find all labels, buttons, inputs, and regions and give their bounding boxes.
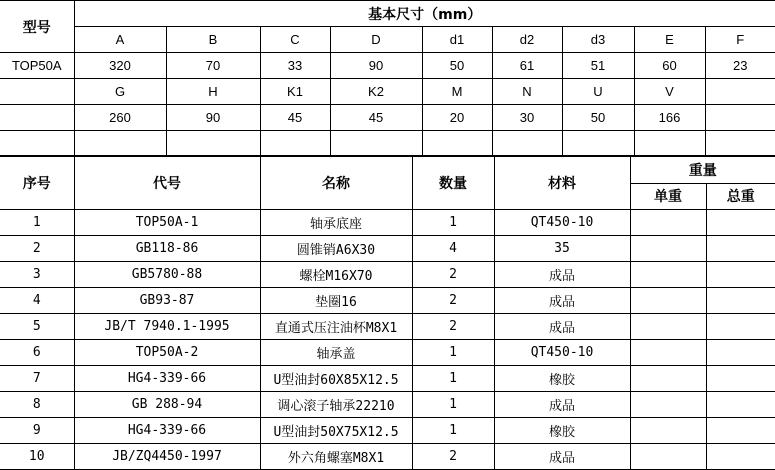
dim-value: 60: [634, 53, 705, 79]
dimension-title: 基本尺寸（mm）: [74, 1, 775, 27]
table-row: [0, 314, 775, 340]
row-seq: 3: [0, 262, 74, 288]
row-code: JB/T 7940.1-1995: [74, 314, 260, 340]
row-code: TOP50A-1: [74, 210, 260, 236]
dim-value: 20: [422, 105, 492, 131]
row-qty: 1: [412, 392, 494, 418]
row-unit-weight: [630, 340, 706, 366]
bom-table: [0, 155, 775, 470]
empty-cell: [166, 131, 260, 157]
row-code: GB93-87: [74, 288, 260, 314]
row-unit-weight: [630, 210, 706, 236]
dim-value: 90: [166, 105, 260, 131]
dim-label: M: [422, 79, 492, 105]
dim-value: 33: [260, 53, 330, 79]
empty-cell: [562, 131, 634, 157]
dim-value: 30: [492, 105, 562, 131]
model-value: TOP50A: [0, 53, 74, 79]
dim-label: A: [74, 27, 166, 53]
row-seq: 5: [0, 314, 74, 340]
row-name: U型油封60X85X12.5: [260, 366, 412, 392]
dim-label: D: [330, 27, 422, 53]
code-header: 代号: [74, 156, 260, 210]
table-row: [0, 340, 775, 366]
table-row: [0, 418, 775, 444]
row-material: 35: [494, 236, 630, 262]
dim-label: d1: [422, 27, 492, 53]
empty-cell: [705, 105, 775, 131]
row-total-weight: [706, 366, 775, 392]
table-row: [0, 262, 775, 288]
row-total-weight: [706, 262, 775, 288]
row-material: 成品: [494, 314, 630, 340]
seq-header: 序号: [0, 156, 74, 210]
row-unit-weight: [630, 236, 706, 262]
row-unit-weight: [630, 392, 706, 418]
qty-header: 数量: [412, 156, 494, 210]
weight-header: 重量: [630, 156, 775, 183]
row-code: GB118-86: [74, 236, 260, 262]
dim-value: 320: [74, 53, 166, 79]
row-seq: 8: [0, 392, 74, 418]
dim-value: 50: [562, 105, 634, 131]
row-unit-weight: [630, 366, 706, 392]
table-row: [0, 444, 775, 470]
row-total-weight: [706, 236, 775, 262]
row-qty: 1: [412, 340, 494, 366]
row-seq: 1: [0, 210, 74, 236]
row-qty: 4: [412, 236, 494, 262]
dim-value: 260: [74, 105, 166, 131]
material-header: 材料: [494, 156, 630, 210]
dim-value: 45: [330, 105, 422, 131]
dim-label: G: [74, 79, 166, 105]
row-code: HG4-339-66: [74, 418, 260, 444]
row-qty: 1: [412, 366, 494, 392]
dim-label: K2: [330, 79, 422, 105]
dimension-table: [0, 0, 775, 157]
dim-label: V: [634, 79, 705, 105]
row-total-weight: [706, 444, 775, 470]
dim-value: 166: [634, 105, 705, 131]
row-seq: 7: [0, 366, 74, 392]
dim-value: 51: [562, 53, 634, 79]
row-qty: 2: [412, 444, 494, 470]
dim-value: 23: [705, 53, 775, 79]
dim-label: N: [492, 79, 562, 105]
dim-label: U: [562, 79, 634, 105]
dim-label: d3: [562, 27, 634, 53]
row-name: 轴承盖: [260, 340, 412, 366]
empty-cell: [0, 105, 74, 131]
table-row: [0, 236, 775, 262]
row-code: TOP50A-2: [74, 340, 260, 366]
table-row: [0, 210, 775, 236]
row-material: 成品: [494, 288, 630, 314]
empty-cell: [705, 131, 775, 157]
dim-label: B: [166, 27, 260, 53]
model-header: 型号: [0, 1, 74, 53]
empty-cell: [422, 131, 492, 157]
table-row: [0, 366, 775, 392]
row-unit-weight: [630, 288, 706, 314]
row-code: GB5780-88: [74, 262, 260, 288]
row-material: 成品: [494, 444, 630, 470]
empty-cell: [492, 131, 562, 157]
table-row: [0, 288, 775, 314]
row-unit-weight: [630, 314, 706, 340]
name-header: 名称: [260, 156, 412, 210]
dim-value: 50: [422, 53, 492, 79]
table-row: [0, 392, 775, 418]
total-weight-header: 总重: [706, 183, 775, 210]
dim-label: F: [705, 27, 775, 53]
row-name: 轴承底座: [260, 210, 412, 236]
bom-rows: [0, 210, 775, 470]
row-material: QT450-10: [494, 340, 630, 366]
empty-cell: [0, 131, 74, 157]
row-qty: 2: [412, 314, 494, 340]
row-name: 螺栓M16X70: [260, 262, 412, 288]
row-unit-weight: [630, 418, 706, 444]
row-total-weight: [706, 392, 775, 418]
empty-cell: [74, 131, 166, 157]
row-total-weight: [706, 210, 775, 236]
row-qty: 1: [412, 418, 494, 444]
row-code: HG4-339-66: [74, 366, 260, 392]
row-unit-weight: [630, 262, 706, 288]
row-material: 橡胶: [494, 366, 630, 392]
row-name: 外六角螺塞M8X1: [260, 444, 412, 470]
row-total-weight: [706, 314, 775, 340]
dim-label: C: [260, 27, 330, 53]
dim-label: E: [634, 27, 705, 53]
row-name: 垫圈16: [260, 288, 412, 314]
row-name: 圆锥销A6X30: [260, 236, 412, 262]
dim-value: 45: [260, 105, 330, 131]
unit-weight-header: 单重: [630, 183, 706, 210]
row-seq: 6: [0, 340, 74, 366]
row-total-weight: [706, 418, 775, 444]
row-seq: 4: [0, 288, 74, 314]
empty-cell: [260, 131, 330, 157]
row-seq: 2: [0, 236, 74, 262]
row-material: 橡胶: [494, 418, 630, 444]
row-qty: 2: [412, 262, 494, 288]
dim-value: 70: [166, 53, 260, 79]
row-name: 调心滚子轴承22210: [260, 392, 412, 418]
row-name: 直通式压注油杯M8X1: [260, 314, 412, 340]
row-material: 成品: [494, 262, 630, 288]
row-seq: 10: [0, 444, 74, 470]
dim-label: d2: [492, 27, 562, 53]
empty-cell: [330, 131, 422, 157]
row-name: U型油封50X75X12.5: [260, 418, 412, 444]
dim-value: 61: [492, 53, 562, 79]
empty-cell: [634, 131, 705, 157]
row-total-weight: [706, 288, 775, 314]
row-code: JB/ZQ4450-1997: [74, 444, 260, 470]
row-qty: 2: [412, 288, 494, 314]
row-seq: 9: [0, 418, 74, 444]
empty-cell: [0, 79, 74, 105]
row-qty: 1: [412, 210, 494, 236]
row-material: QT450-10: [494, 210, 630, 236]
row-unit-weight: [630, 444, 706, 470]
dim-label: K1: [260, 79, 330, 105]
row-total-weight: [706, 340, 775, 366]
row-code: GB 288-94: [74, 392, 260, 418]
dim-label: H: [166, 79, 260, 105]
empty-cell: [705, 79, 775, 105]
row-material: 成品: [494, 392, 630, 418]
dim-value: 90: [330, 53, 422, 79]
